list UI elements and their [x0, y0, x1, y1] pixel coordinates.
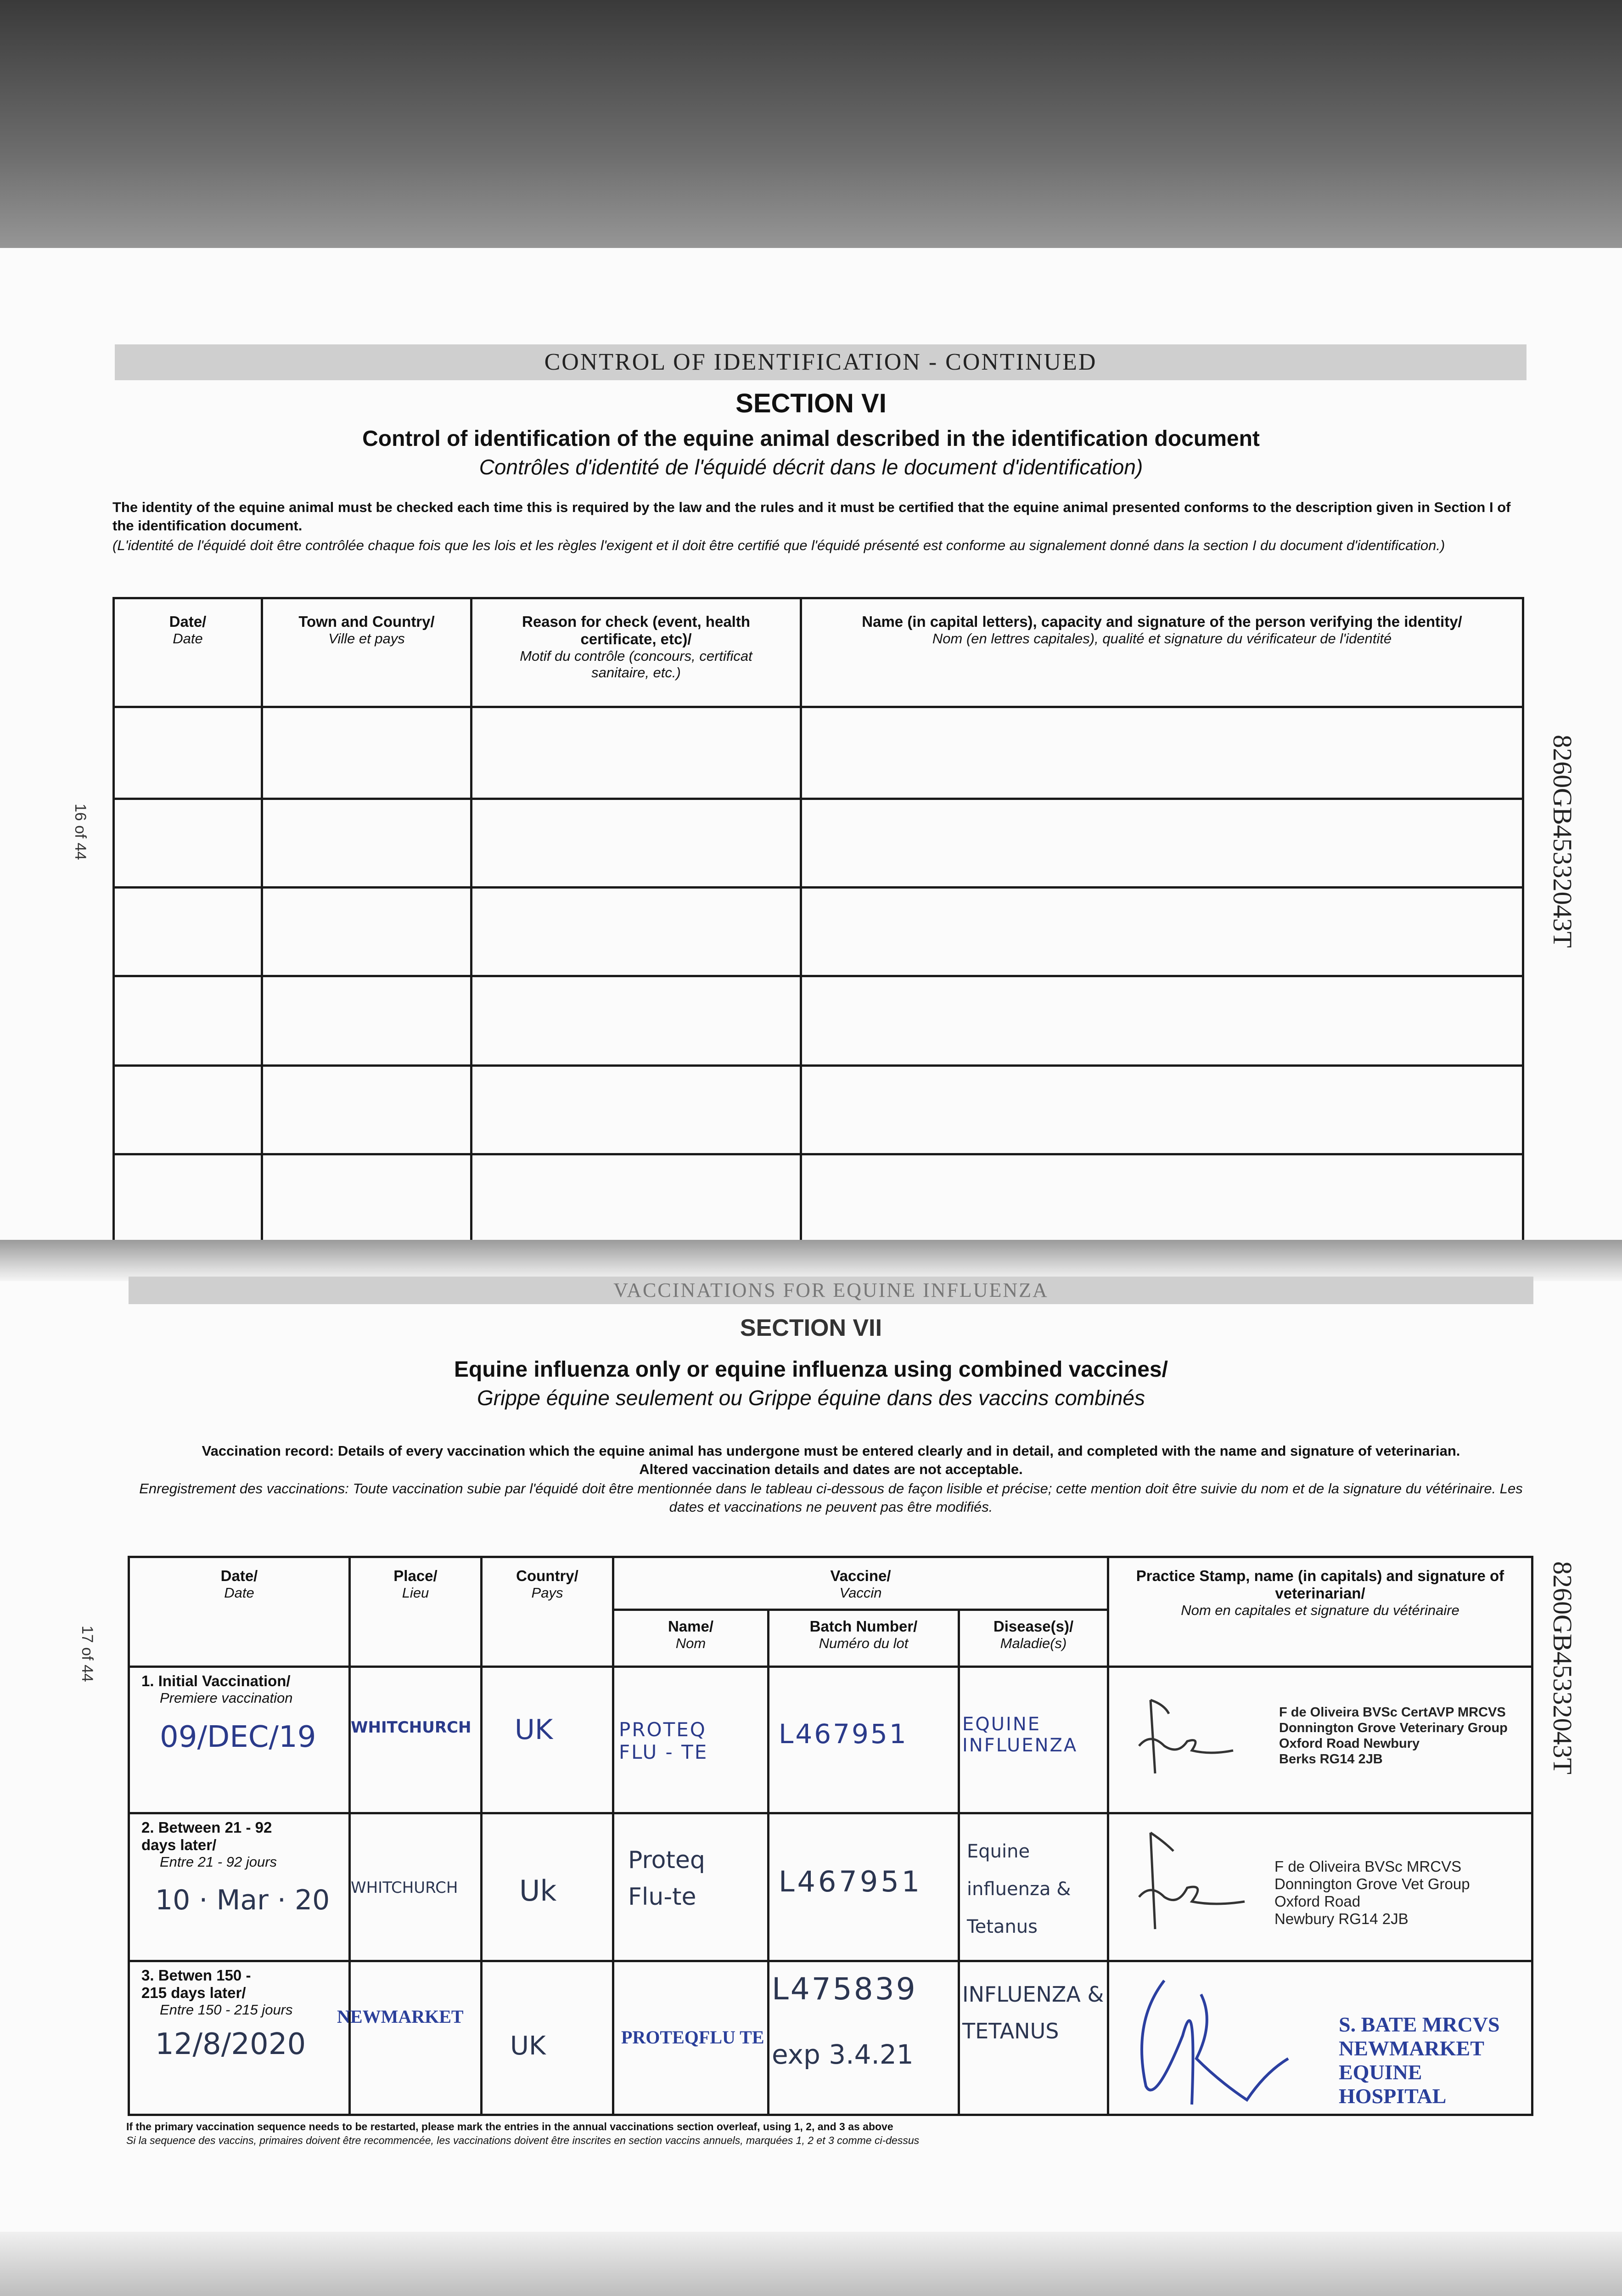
- cell[interactable]: [471, 799, 801, 888]
- cell[interactable]: [471, 707, 801, 799]
- cell[interactable]: [262, 707, 471, 799]
- table-row: [129, 1961, 1532, 2115]
- vaccine-cell[interactable]: PROTEQFLU TE: [613, 1961, 769, 2115]
- table-row: [114, 1066, 1523, 1154]
- table-row: [114, 976, 1523, 1066]
- cell[interactable]: [114, 799, 262, 888]
- cell[interactable]: [262, 1066, 471, 1154]
- disease-cell[interactable]: EQUINE INFLUENZA: [959, 1667, 1108, 1813]
- intro-fr: Enregistrement des vaccinations: Toute vaccination subie par l'équidé doit être mentionnée dans le tableau ci-dessous de façon lisible et précise; cette mention doit être suivie du nom et de la signature du vétérinaire. Les dates et vaccinations ne peuvent pas être modifiés.: [139, 1480, 1523, 1515]
- disease-cell[interactable]: Equine influenza & Tetanus: [959, 1813, 1108, 1961]
- scan-background-top: [0, 0, 1622, 257]
- cell[interactable]: [801, 1154, 1523, 1243]
- place-cell[interactable]: WHITCHURCH: [350, 1667, 482, 1813]
- cell[interactable]: [114, 888, 262, 976]
- country-cell[interactable]: Uk: [482, 1813, 613, 1961]
- date-cell[interactable]: 2. Between 21 - 92 days later/ Entre 21 - 92 jours 10 · Mar · 20: [129, 1813, 350, 1961]
- col-batch: Batch Number/ Numéro du lot: [769, 1610, 959, 1667]
- cell[interactable]: [471, 1154, 801, 1243]
- vaccine-cell[interactable]: Proteq Flu-te: [613, 1813, 769, 1961]
- signature-icon: [1137, 1828, 1247, 1934]
- signature-icon: [1128, 1967, 1293, 2109]
- page-fold: [0, 1240, 1622, 1281]
- stamp-cell[interactable]: F de Oliveira BVSc CertAVP MRCVS Donnington Grove Veterinary Group Oxford Road Newbury Berks RG14 2JB: [1108, 1667, 1532, 1813]
- scan-background-bottom: [0, 2232, 1622, 2296]
- cell[interactable]: [801, 707, 1523, 799]
- table-row: [129, 1813, 1532, 1961]
- intro-fr: (L'identité de l'équidé doit être contrôlée chaque fois que les lois et les règles l'exigent et il doit être certifié que l'équidé présenté est conforme au signalement donné dans la section I du document d'identification.): [112, 537, 1445, 553]
- cell[interactable]: [471, 1066, 801, 1154]
- col-verifier: Name (in capital letters), capacity and signature of the person verifying the identity/ Nom (en lettres capitales), qualité et signature du vérificateur de l'identité: [801, 598, 1523, 707]
- col-country: Country/ Pays: [482, 1557, 613, 1667]
- signature-icon: [1137, 1695, 1238, 1778]
- cell[interactable]: [262, 976, 471, 1066]
- section-title-fr: Grippe équine seulement ou Grippe équine dans des vaccins combinés: [477, 1386, 1145, 1410]
- cell[interactable]: [801, 976, 1523, 1066]
- passport-code: 8260GB45332043T: [1548, 1561, 1577, 1774]
- place-cell[interactable]: WHITCHURCH: [350, 1813, 482, 1961]
- section-heading: SECTION VII: [740, 1315, 882, 1341]
- stamp-cell[interactable]: F de Oliveira BVSc MRCVS Donnington Grove Vet Group Oxford Road Newbury RG14 2JB: [1108, 1813, 1532, 1961]
- cell[interactable]: [801, 1066, 1523, 1154]
- col-town: Town and Country/ Ville et pays: [262, 598, 471, 707]
- section-title-fr: Contrôles d'identité de l'équidé décrit dans le document d'identification): [479, 455, 1143, 479]
- table-row: [129, 1667, 1532, 1813]
- cell[interactable]: [471, 976, 801, 1066]
- country-cell[interactable]: UK: [482, 1961, 613, 2115]
- footnote-fr: Si la sequence des vaccins, primaires doivent être recommencée, les vaccinations doivent être inscrites en section vaccins annuels, marquées 1, 2 et 3 comme ci-dessus: [126, 2134, 920, 2146]
- batch-cell[interactable]: L467951: [769, 1667, 959, 1813]
- cell[interactable]: [801, 799, 1523, 888]
- disease-cell[interactable]: INFLUENZA & TETANUS: [959, 1961, 1108, 2115]
- cell[interactable]: [801, 888, 1523, 976]
- stamp-cell[interactable]: S. BATE MRCVS NEWMARKET EQUINE HOSPITAL: [1108, 1961, 1532, 2115]
- section-title-en: Equine influenza only or equine influenza using combined vaccines/: [454, 1357, 1168, 1382]
- col-date: Date/ Date: [114, 598, 262, 707]
- cell[interactable]: [114, 1154, 262, 1243]
- table-row: [114, 888, 1523, 976]
- passport-code: 8260GB45332043T: [1548, 735, 1577, 948]
- batch-cell[interactable]: L467951: [769, 1813, 959, 1961]
- page-number: 16 of 44: [72, 804, 89, 860]
- cell[interactable]: [471, 888, 801, 976]
- section-title-en: Control of identification of the equine animal described in the identification document: [362, 427, 1260, 451]
- col-vaccine: Vaccine/ Vaccin: [613, 1557, 1108, 1610]
- cell[interactable]: [262, 1154, 471, 1243]
- vaccine-cell[interactable]: PROTEQ FLU - TE: [613, 1667, 769, 1813]
- col-place: Place/ Lieu: [350, 1557, 482, 1667]
- col-date: Date/ Date: [129, 1557, 350, 1667]
- country-cell[interactable]: UK: [482, 1667, 613, 1813]
- cell[interactable]: [114, 707, 262, 799]
- cell[interactable]: [114, 1066, 262, 1154]
- identity-check-table: [112, 597, 1524, 1244]
- date-cell[interactable]: 3. Betwen 150 - 215 days later/ Entre 150 - 215 jours 12/8/2020: [129, 1961, 350, 2115]
- section-band-title: CONTROL OF IDENTIFICATION - CONTINUED: [115, 344, 1527, 380]
- col-reason: Reason for check (event, health certificate, etc)/ Motif du contrôle (concours, certificat sanitaire, etc.): [471, 598, 801, 707]
- page-number: 17 of 44: [79, 1626, 96, 1682]
- date-cell[interactable]: 1. Initial Vaccination/ Premiere vaccination 09/DEC/19: [129, 1667, 350, 1813]
- cell[interactable]: [262, 888, 471, 976]
- footnote-en: If the primary vaccination sequence needs to be restarted, please mark the entries in the annual vaccinations section overleaf, using 1, 2, and 3 as above: [126, 2121, 893, 2133]
- place-cell[interactable]: NEWMARKET: [350, 1961, 482, 2115]
- table-row: [114, 799, 1523, 888]
- cell[interactable]: [114, 976, 262, 1066]
- col-disease: Disease(s)/ Maladie(s): [959, 1610, 1108, 1667]
- col-vaccine-name: Name/ Nom: [613, 1610, 769, 1667]
- intro-en: The identity of the equine animal must be checked each time this is required by the law and the rules and it must be certified that the equine animal presented conforms to the description given in Section I of the identification document.: [112, 499, 1511, 534]
- section-heading: SECTION VI: [735, 388, 887, 418]
- section-band-title: VACCINATIONS FOR EQUINE INFLUENZA: [129, 1277, 1533, 1304]
- vaccination-table: [128, 1556, 1533, 2116]
- batch-cell[interactable]: L475839 exp 3.4.21: [769, 1961, 959, 2115]
- table-row: [114, 1154, 1523, 1243]
- cell[interactable]: [262, 799, 471, 888]
- intro-en: Vaccination record: Details of every vaccination which the equine animal has undergone must be entered clearly and in detail, and completed with the name and signature of veterinarian. Altered vaccination details and dates are not acceptable.: [202, 1443, 1460, 1477]
- table-row: [114, 707, 1523, 799]
- col-stamp: Practice Stamp, name (in capitals) and signature of veterinarian/ Nom en capitales et signature du vétérinaire: [1108, 1557, 1532, 1667]
